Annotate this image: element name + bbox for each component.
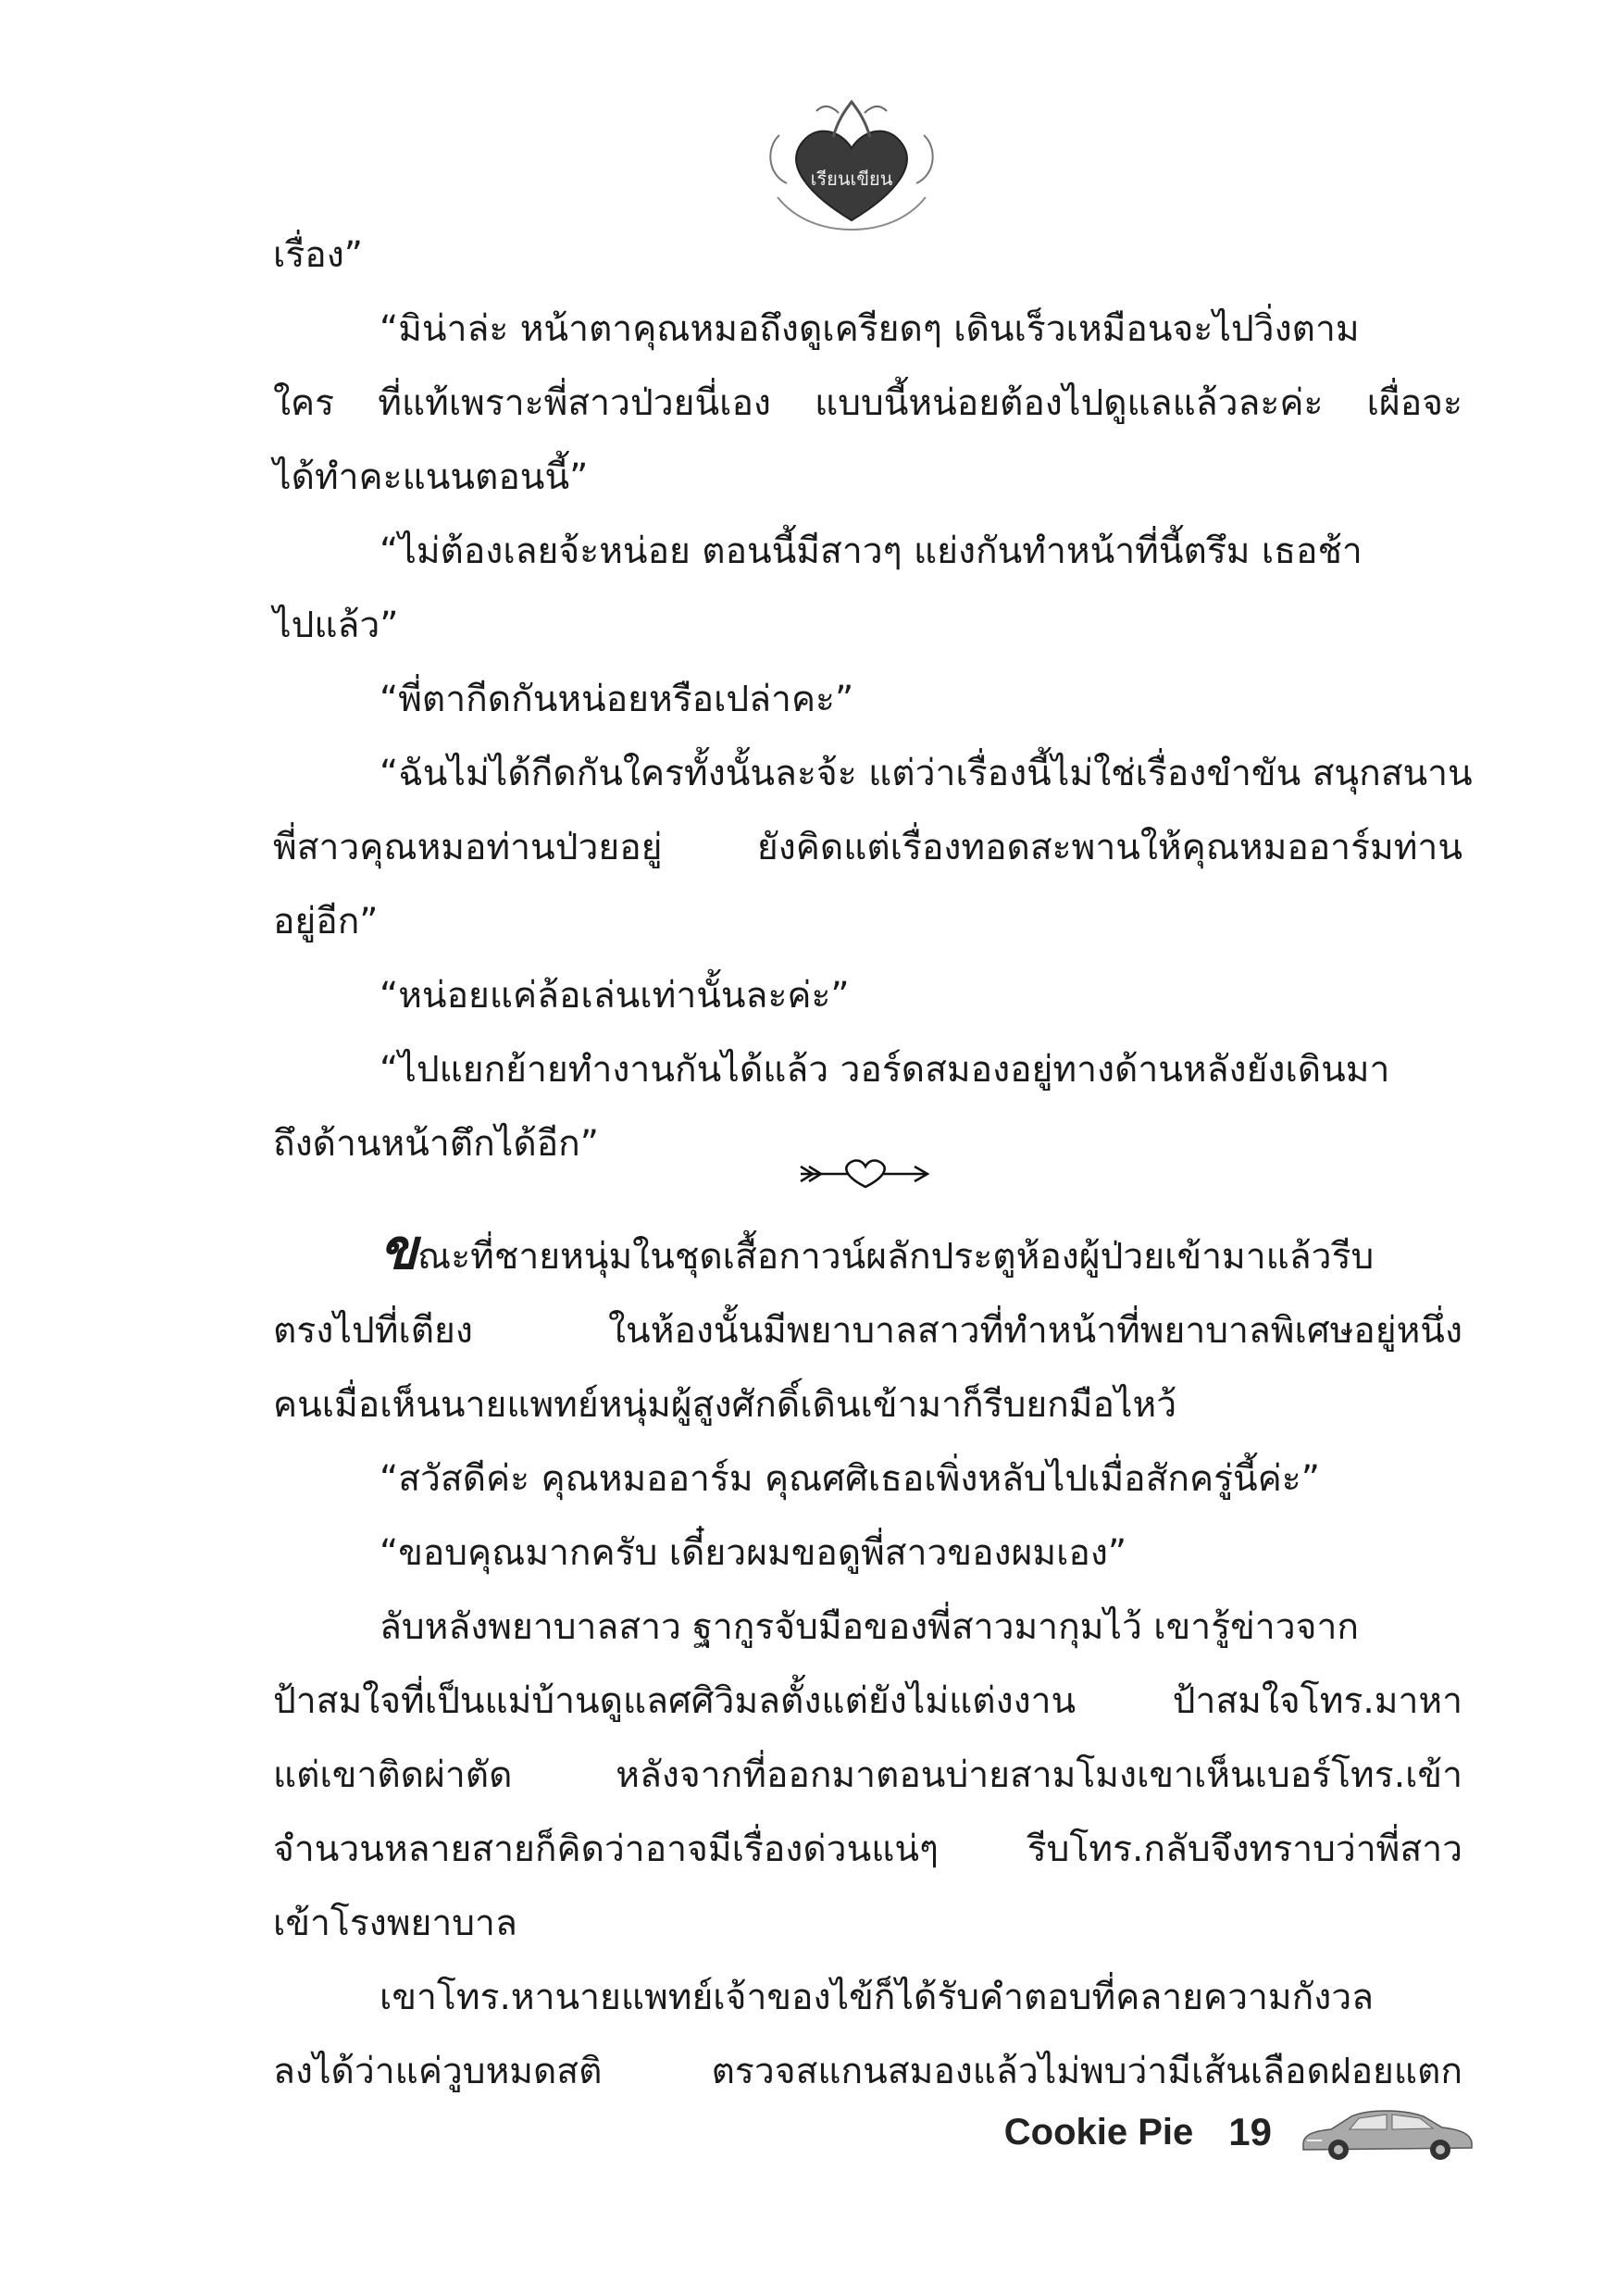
arrow-heart-divider-icon	[796, 1155, 935, 1192]
page-number: 19	[1228, 2110, 1272, 2153]
text-line: ป้าสมใจที่เป็นแม่บ้านดูแลศศิวิมลตั้งแต่ยังไม่แต่งงาน ป้าสมใจโทร.มาหา	[273, 1680, 1462, 1722]
car-icon	[1294, 2100, 1479, 2165]
text-line: แต่เขาติดผ่าตัด หลังจากที่ออกมาตอนบ่ายสามโมงเขาเห็นเบอร์โทร.เข้า	[273, 1754, 1462, 1796]
text-line: ไปแล้ว”	[273, 605, 399, 646]
text-line: ถึงด้านหน้าตึกได้อีก”	[273, 1123, 599, 1165]
svg-text:เรียนเขียน: เรียนเขียน	[810, 168, 893, 190]
text-line: “พี่ตากีดกันหน่อยหรือเปล่าคะ”	[380, 679, 854, 720]
text-line: ใคร ที่แท้เพราะพี่สาวป่วยนี่เอง แบบนี้หน่อยต้องไปดูแลแล้วละค่ะ เผื่อจะ	[273, 382, 1462, 424]
text-line: เขาโทร.หานายแพทย์เจ้าของไข้ก็ได้รับคำตอบที่คลายความกังวล	[380, 1977, 1375, 2018]
text-line: “ขอบคุณมากครับ เดี๋ยวผมขอดูพี่สาวของผมเอง”	[380, 1532, 1127, 1574]
text-line: “มิน่าล่ะ หน้าตาคุณหมอถึงดูเครียดๆ เดินเร็วเหมือนจะไปวิ่งตาม	[380, 308, 1360, 350]
text-line: “ฉันไม่ได้กีดกันใครทั้งนั้นละจ้ะ แต่ว่าเรื่องนี้ไม่ใช่เรื่องขำขัน สนุกสนาน	[380, 753, 1473, 794]
text-line: “หน่อยแค่ล้อเล่นเท่านั้นละค่ะ”	[380, 975, 850, 1017]
text-line: ได้ทำคะแนนตอนนี้”	[273, 456, 589, 498]
text-line: คนเมื่อเห็นนายแพทย์หนุ่มผู้สูงศักดิ์เดินเข้ามาก็รีบยกมือไหว้	[273, 1384, 1177, 1426]
story-section-two	[273, 1217, 1462, 2109]
text-line	[273, 1217, 1462, 1294]
book-title: Cookie Pie	[1003, 2111, 1194, 2152]
first-line-text: ณะที่ชายหนุ่มในชุดเสื้อกาวน์ผลักประตูห้องผู้ป่วยเข้ามาแล้วรีบ	[417, 1236, 1375, 1278]
text-line: อยู่อีก”	[273, 901, 379, 942]
text-line: เข้าโรงพยาบาล	[273, 1903, 517, 1944]
text-line: พี่สาวคุณหมอท่านป่วยอยู่ ยังคิดแต่เรื่องทอดสะพานให้คุณหมออาร์มท่าน	[273, 827, 1462, 868]
drop-cap: ข	[380, 1217, 418, 1282]
text-line: ลับหลังพยาบาลสาว ฐากูรจับมือของพี่สาวมากุมไว้ เขารู้ข่าวจาก	[380, 1606, 1359, 1648]
text-line: ตรงไปที่เตียง ในห้องนั้นมีพยาบาลสาวที่ทำหน้าที่พยาบาลพิเศษอยู่หนึ่ง	[273, 1310, 1462, 1352]
text-line: ลงได้ว่าแค่วูบหมดสติ ตรวจสแกนสมองแล้วไม่พบว่ามีเส้นเลือดฝอยแตก	[273, 2051, 1462, 2092]
page-footer	[1004, 2100, 1479, 2165]
text-line: จำนวนหลายสายก็คิดว่าอาจมีเรื่องด่วนแน่ๆ รีบโทร.กลับจึงทราบว่าพี่สาว	[273, 1828, 1462, 1870]
text-line: เรื่อง”	[273, 234, 363, 276]
text-line: “ไปแยกย้ายทำงานกันได้แล้ว วอร์ดสมองอยู่ทางด้านหลังยังเดินมา	[380, 1049, 1390, 1091]
text-line: “ไม่ต้องเลยจ้ะหน่อย ตอนนี้มีสาวๆ แย่งกันทำหน้าที่นี้ตรึม เธอช้า	[380, 530, 1363, 572]
story-section-one	[273, 218, 1473, 1181]
heart-crest-logo-icon	[750, 81, 953, 239]
text-line: “สวัสดีค่ะ คุณหมออาร์ม คุณศศิเธอเพิ่งหลับไปเมื่อสักครู่นี้ค่ะ”	[380, 1458, 1320, 1500]
